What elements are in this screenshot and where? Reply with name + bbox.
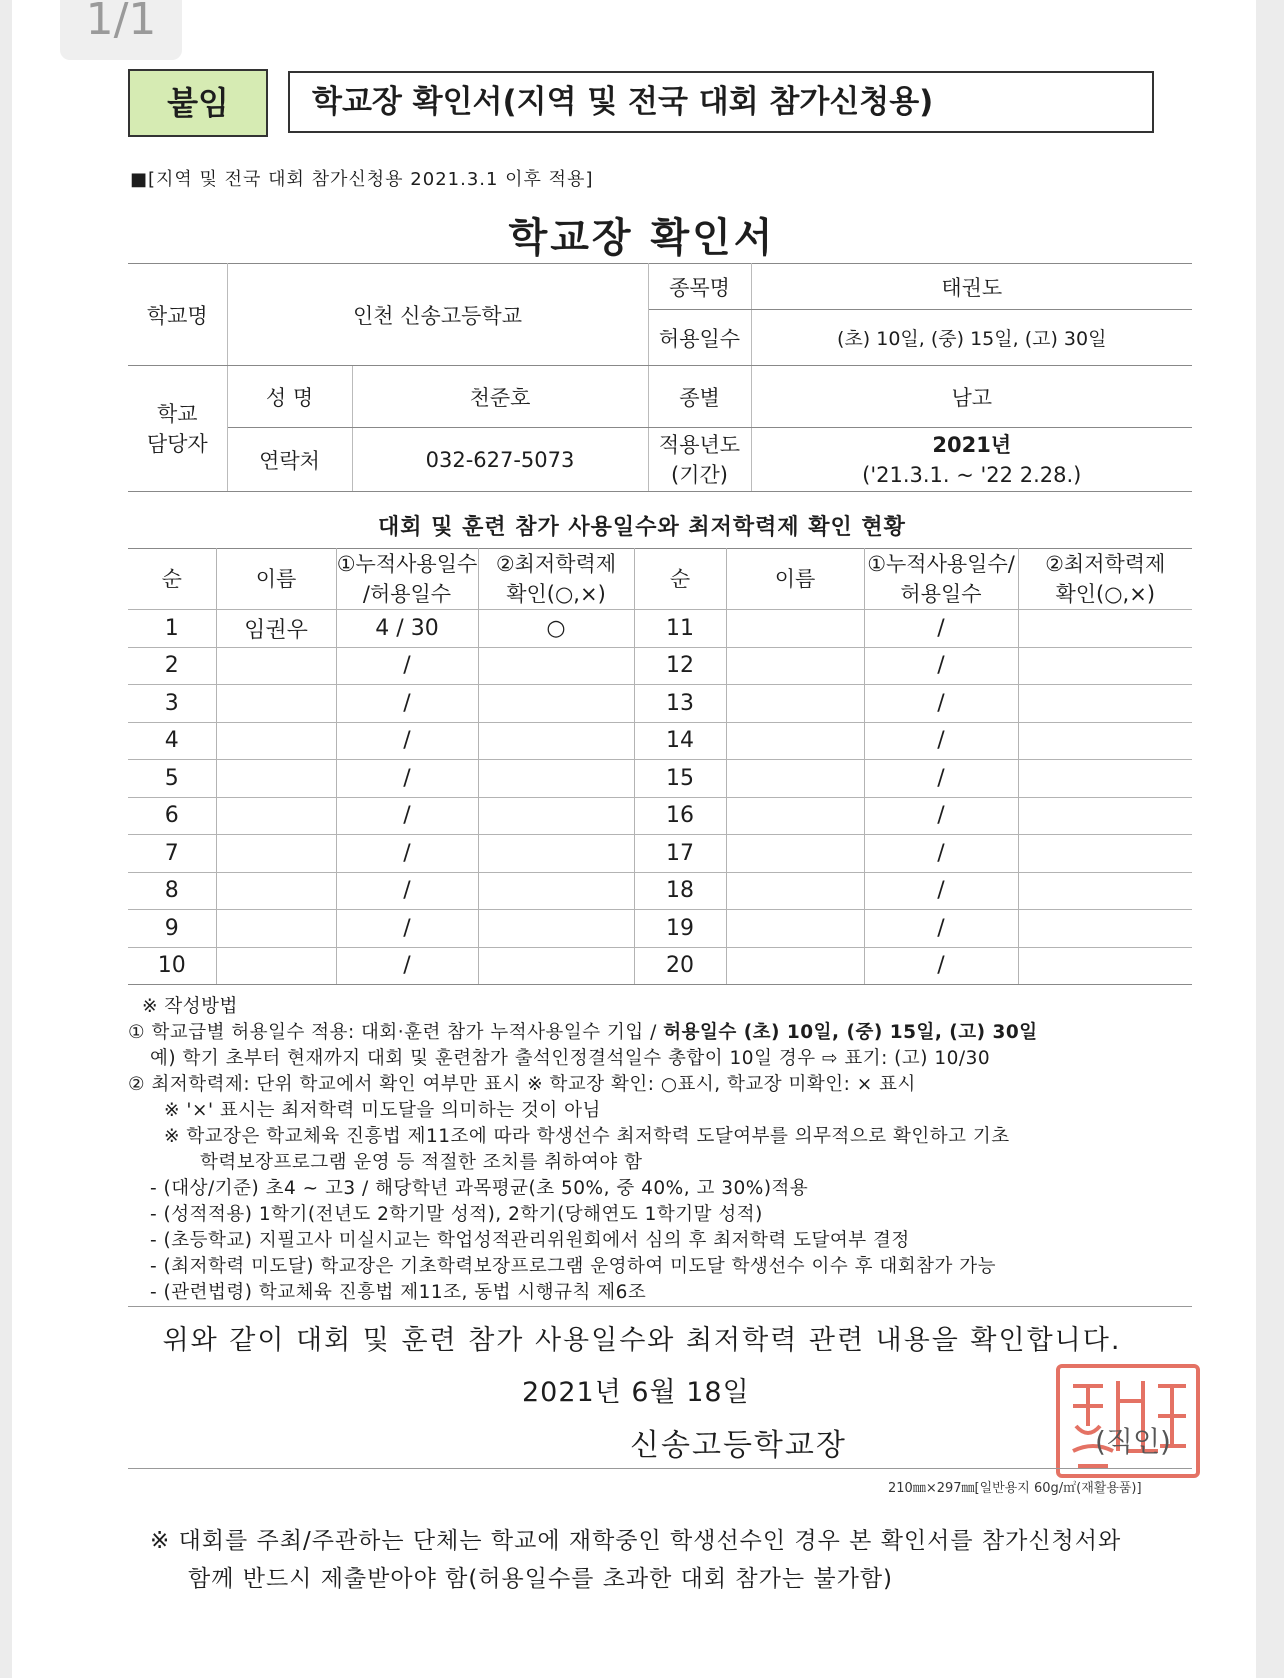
gender-label: 종별	[648, 366, 751, 428]
row-no-right: 20	[634, 947, 726, 985]
row-no: 2	[128, 647, 216, 685]
note-line-8: - (성적적용) 1학기(전년도 2학기말 성적), 2학기(당해연도 1학기말 성적)	[150, 1204, 763, 1225]
header-usage-right	[864, 549, 1018, 610]
row-name-right	[726, 872, 864, 910]
name-value: 천준호	[352, 366, 648, 428]
note-line-10: - (최저학력 미도달) 학교장은 기초학력보장프로그램 운영하여 미도달 학생선수 이수 후 대회참가 가능	[150, 1256, 997, 1277]
row-check: ○	[478, 610, 634, 648]
row-check	[478, 685, 634, 723]
row-check-right	[1018, 610, 1192, 648]
row-usage-right: /	[864, 947, 1018, 985]
row-no: 8	[128, 872, 216, 910]
header-usage-right-line2: 허용일수	[900, 582, 982, 606]
applies-note: ■[지역 및 전국 대회 참가신청용 2021.3.1 이후 적용]	[130, 169, 594, 190]
row-no-right: 13	[634, 685, 726, 723]
row-no-right: 15	[634, 760, 726, 798]
note-line-4: ※ '×' 표시는 최저학력 미도달을 의미하는 것이 아님	[164, 1100, 601, 1121]
manager-label	[128, 366, 227, 492]
divider-top	[128, 1306, 1192, 1307]
row-no: 9	[128, 910, 216, 948]
table-row	[128, 835, 1192, 873]
issue-date: 2021년 6월 18일	[522, 1377, 750, 1408]
header-name-right: 이름	[726, 549, 864, 610]
row-usage: /	[336, 685, 478, 723]
header-check	[478, 549, 634, 610]
row-usage: /	[336, 797, 478, 835]
row-no: 3	[128, 685, 216, 723]
row-usage: /	[336, 722, 478, 760]
row-check	[478, 760, 634, 798]
attachment-label: 붙임	[128, 69, 268, 137]
allowed-days-value: (초) 10일, (중) 15일, (고) 30일	[751, 310, 1192, 366]
row-name	[216, 760, 336, 798]
header-usage	[336, 549, 478, 610]
notes-heading: ※ 작성방법	[142, 996, 238, 1017]
divider-bottom	[128, 1468, 1192, 1469]
seal-mark: (직인)	[1095, 1425, 1171, 1458]
row-no: 4	[128, 722, 216, 760]
row-check-right	[1018, 910, 1192, 948]
usage-rows	[128, 610, 1192, 985]
table-row	[128, 910, 1192, 948]
row-name-right	[726, 835, 864, 873]
row-usage: /	[336, 760, 478, 798]
note-line-1a: ① 학교급별 허용일수 적용: 대회·훈련 참가 누적사용일수 기입 /	[128, 1022, 664, 1043]
confirm-statement: 위와 같이 대회 및 훈련 참가 사용일수와 최저학력 관련 내용을 확인합니다.	[162, 1325, 1122, 1356]
row-check	[478, 835, 634, 873]
table-row	[128, 797, 1192, 835]
row-check-right	[1018, 947, 1192, 985]
row-check	[478, 722, 634, 760]
row-name	[216, 722, 336, 760]
row-name	[216, 685, 336, 723]
row-no-right: 16	[634, 797, 726, 835]
row-name-right	[726, 947, 864, 985]
row-name-right	[726, 685, 864, 723]
info-table	[128, 263, 1192, 492]
year-label	[648, 428, 751, 492]
header-check-right-line1: ②최저학력제	[1045, 552, 1166, 576]
row-no: 6	[128, 797, 216, 835]
row-name-right	[726, 910, 864, 948]
summary-title: 대회 및 훈련 참가 사용일수와 최저학력제 확인 현황	[378, 515, 906, 540]
row-no-right: 19	[634, 910, 726, 948]
row-name	[216, 835, 336, 873]
header-usage-line2: /허용일수	[362, 582, 452, 606]
attachment-title: 학교장 확인서(지역 및 전국 대회 참가신청용)	[288, 71, 1154, 133]
row-check-right	[1018, 872, 1192, 910]
table-row	[128, 872, 1192, 910]
row-name	[216, 647, 336, 685]
row-usage-right: /	[864, 910, 1018, 948]
row-usage-right: /	[864, 610, 1018, 648]
header-check-line1: ②최저학력제	[495, 552, 617, 576]
principal-title: 신송고등학교장	[630, 1428, 847, 1463]
header-check-right	[1018, 549, 1192, 610]
period-text: ('21.3.1. ~ '22 2.28.)	[862, 462, 1082, 487]
allowed-days-label: 허용일수	[648, 310, 751, 366]
row-check-right	[1018, 647, 1192, 685]
row-usage-right: /	[864, 872, 1018, 910]
contact-label: 연락처	[227, 428, 352, 492]
table-row	[128, 610, 1192, 648]
note-line-1b: 허용일수 (초) 10일, (중) 15일, (고) 30일	[663, 1022, 1038, 1043]
document-title: 학교장 확인서	[508, 215, 776, 261]
page-indicator: 1/1	[60, 0, 182, 60]
row-check	[478, 947, 634, 985]
row-name	[216, 872, 336, 910]
year-label-line1: 적용년도	[658, 432, 741, 457]
row-no: 10	[128, 947, 216, 985]
note-line-5: ※ 학교장은 학교체육 진흥법 제11조에 따라 학생선수 최저학력 도달여부를 의무적으로 확인하고 기초	[164, 1126, 1010, 1147]
manager-label-line1: 학교	[156, 401, 198, 426]
header-check-line2: 확인(○,×)	[506, 582, 606, 606]
row-name-right	[726, 797, 864, 835]
row-usage-right: /	[864, 797, 1018, 835]
sport-value: 태권도	[751, 264, 1192, 310]
year-text: 2021년	[932, 432, 1012, 457]
row-check-right	[1018, 722, 1192, 760]
row-check-right	[1018, 835, 1192, 873]
usage-table	[128, 548, 1192, 985]
row-check-right	[1018, 685, 1192, 723]
row-name-right	[726, 722, 864, 760]
sport-label: 종목명	[648, 264, 751, 310]
paper-spec: 210㎜×297㎜[일반용지 60g/㎡(재활용품)]	[888, 1481, 1142, 1496]
row-name-right	[726, 647, 864, 685]
header-no-right: 순	[634, 549, 726, 610]
table-row	[128, 947, 1192, 985]
row-usage-right: /	[864, 647, 1018, 685]
row-usage: /	[336, 910, 478, 948]
row-check	[478, 647, 634, 685]
header-name: 이름	[216, 549, 336, 610]
row-usage-right: /	[864, 685, 1018, 723]
row-usage-right: /	[864, 835, 1018, 873]
row-usage-right: /	[864, 760, 1018, 798]
row-usage: /	[336, 835, 478, 873]
table-row	[128, 760, 1192, 798]
row-no-right: 11	[634, 610, 726, 648]
row-name	[216, 797, 336, 835]
name-label: 성 명	[227, 366, 352, 428]
gender-value: 남고	[751, 366, 1192, 428]
row-no: 1	[128, 610, 216, 648]
footer-note-line2: 함께 반드시 제출받아야 함(허용일수를 초과한 대회 참가는 불가함)	[188, 1566, 894, 1592]
header-usage-line1: ①누적사용일수	[336, 552, 478, 576]
row-no-right: 12	[634, 647, 726, 685]
row-usage: /	[336, 872, 478, 910]
table-row	[128, 685, 1192, 723]
note-line-11: - (관련법령) 학교체육 진흥법 제11조, 동법 시행규칙 제6조	[150, 1282, 647, 1303]
year-value	[751, 428, 1192, 492]
row-name: 임권우	[216, 610, 336, 648]
row-no: 7	[128, 835, 216, 873]
footer-note-line1: ※ 대회를 주최/주관하는 단체는 학교에 재학중인 학생선수인 경우 본 확인서를 참가신청서와	[150, 1528, 1122, 1554]
row-usage: /	[336, 647, 478, 685]
row-check-right	[1018, 760, 1192, 798]
row-name-right	[726, 610, 864, 648]
school-label: 학교명	[128, 264, 227, 366]
row-no-right: 17	[634, 835, 726, 873]
row-check	[478, 910, 634, 948]
row-name	[216, 947, 336, 985]
row-check	[478, 797, 634, 835]
row-check-right	[1018, 797, 1192, 835]
row-usage: /	[336, 947, 478, 985]
row-no-right: 14	[634, 722, 726, 760]
table-row	[128, 722, 1192, 760]
row-name	[216, 910, 336, 948]
table-row	[128, 647, 1192, 685]
header-check-right-line2: 확인(○,×)	[1055, 582, 1156, 606]
contact-value: 032-627-5073	[352, 428, 648, 492]
note-line-9: - (초등학교) 지필고사 미실시교는 학업성적관리위원회에서 심의 후 최저학력 도달여부 결정	[150, 1230, 910, 1251]
row-no-right: 18	[634, 872, 726, 910]
row-usage-right: /	[864, 722, 1018, 760]
note-line-6: 학력보장프로그램 운영 등 적절한 조치를 취하여야 함	[200, 1152, 643, 1173]
row-name-right	[726, 760, 864, 798]
school-name: 인천 신송고등학교	[227, 264, 648, 366]
note-line-3: ② 최저학력제: 단위 학교에서 확인 여부만 표시 ※ 학교장 확인: ○표시, 학교장 미확인: × 표시	[128, 1074, 916, 1095]
header-usage-right-line1: ①누적사용일수/	[867, 552, 1015, 576]
row-no: 5	[128, 760, 216, 798]
note-line-2: 예) 학기 초부터 현재까지 대회 및 훈련참가 출석인정결석일수 총합이 10일 경우 ⇨ 표기: (고) 10/30	[150, 1048, 991, 1069]
note-line-1	[128, 1018, 1038, 1044]
manager-label-line2: 담당자	[146, 431, 208, 456]
year-label-line2: (기간)	[671, 462, 728, 487]
header-no: 순	[128, 549, 216, 610]
row-check	[478, 872, 634, 910]
note-line-7: - (대상/기준) 초4 ~ 고3 / 해당학년 과목평균(초 50%, 중 40%, 고 30%)적용	[150, 1178, 809, 1199]
row-usage: 4 / 30	[336, 610, 478, 648]
